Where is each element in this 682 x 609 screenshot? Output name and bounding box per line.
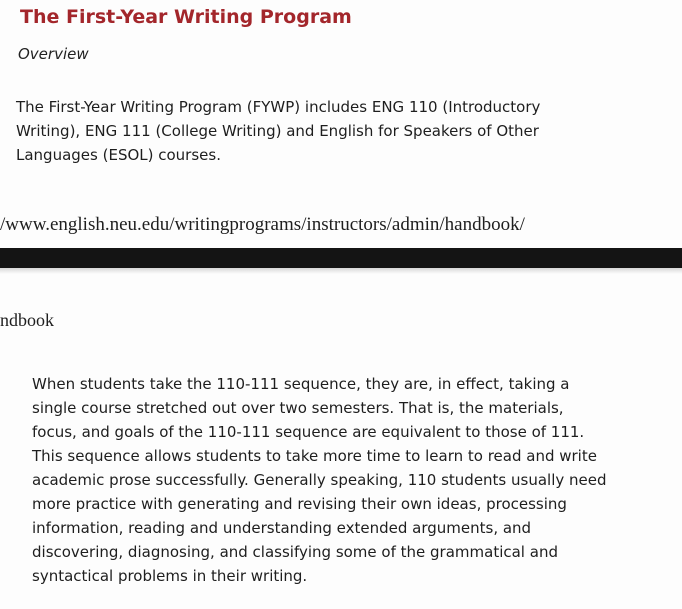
overview-line: Languages (ESOL) courses. [16,146,221,164]
sequence-line: This sequence allows students to take more time to learn to read and write [32,447,597,465]
sequence-line: more practice with generating and revising their own ideas, processing [32,495,567,513]
page-divider-band [0,248,682,268]
sequence-line: academic prose successfully. Generally speaking, 110 students usually need [32,471,607,489]
sequence-line: information, reading and understanding extended arguments, and [32,519,532,537]
overview-paragraph [16,95,656,167]
sequence-line: When students take the 110-111 sequence, they are, in effect, taking a [32,375,570,393]
divider-shadow [0,268,682,274]
overview-line: Writing), ENG 111 (College Writing) and English for Speakers of Other [16,122,539,140]
handbook-header-fragment: ndbook [0,310,54,330]
sequence-paragraph [32,372,677,588]
sequence-line: discovering, diagnosing, and classifying some of the grammatical and [32,543,558,561]
sequence-line: syntactical problems in their writing. [32,567,308,585]
sequence-line: single course stretched out over two semesters. That is, the materials, [32,399,564,417]
page-title: The First-Year Writing Program [20,6,352,28]
section-subtitle-overview: Overview [18,45,89,63]
sequence-line: focus, and goals of the 110-111 sequence are equivalent to those of 111. [32,423,585,441]
url-footer-text: /www.english.neu.edu/writingprograms/instructors/admin/handbook/ [0,214,525,235]
overview-line: The First-Year Writing Program (FYWP) includes ENG 110 (Introductory [16,98,541,116]
